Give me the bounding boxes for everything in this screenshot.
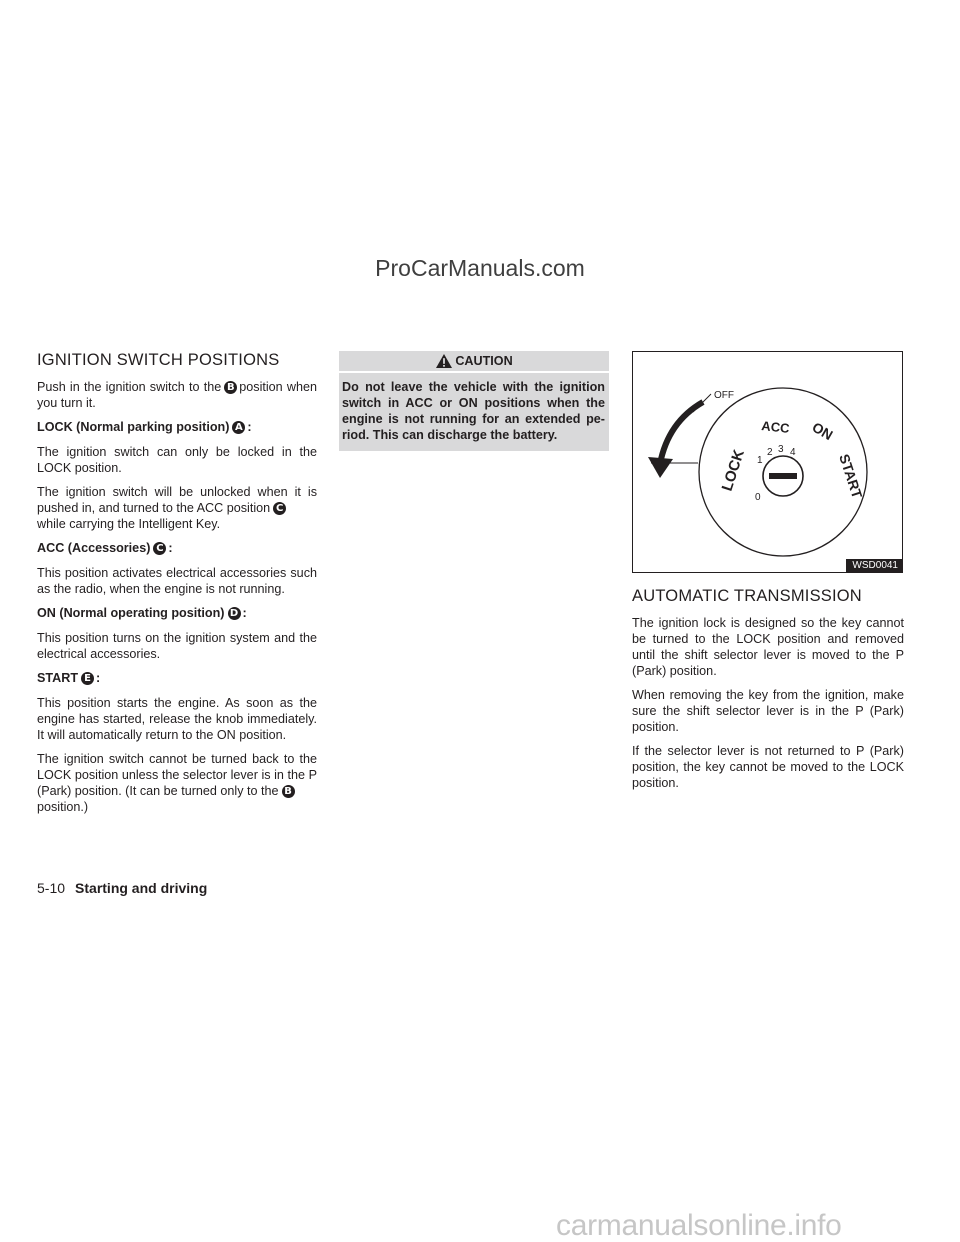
num-3-label: 3: [778, 444, 784, 455]
watermark-text: ProCarManuals.com: [375, 255, 585, 281]
intro-paragraph: Push in the ignition switch to the B position when you turn it.: [37, 380, 318, 410]
ref-b-marker: B: [224, 381, 237, 394]
ignition-diagram-illustration: [633, 352, 904, 574]
start-heading: START E :: [37, 671, 101, 685]
caution-label: CAUTION: [455, 354, 513, 368]
figure-code: WSD0041: [846, 559, 902, 572]
lock-paragraph-2: The ignition switch will be unlocked when it is pushed in, and turned to the ACC position C while carrying the Intelligent Key.: [37, 485, 317, 531]
transmission-paragraph-2: When removing the key from the ignition, make sure the shift selector lever is in the P (Park) position.: [632, 688, 904, 734]
ref-c-marker: C: [153, 542, 166, 555]
page-number: 5-10: [37, 880, 66, 896]
column-ignition-positions: [37, 351, 317, 823]
section-title-ignition: IGNITION SWITCH POSITIONS: [37, 351, 280, 369]
column-automatic-transmission: [632, 351, 904, 799]
bottom-watermark-text: carmanualsonline.info: [556, 1209, 842, 1242]
lock-label: LOCK: [718, 447, 748, 494]
section-name: Starting and driving: [75, 880, 208, 896]
num-4-label: 4: [790, 447, 796, 458]
caution-text: Do not leave the vehicle with the ignition switch in ACC or ON positions when the engine is not running for an extended pe-riod. This can discharge the battery.: [342, 380, 605, 442]
off-label: OFF: [714, 390, 734, 401]
acc-label: ACC: [760, 418, 791, 436]
key-slot: [769, 473, 797, 479]
start-paragraph: This position starts the engine. As soon as the engine has started, release the knob immediately. It will automatically return to the ON position.: [37, 696, 317, 742]
ref-e-marker: E: [81, 672, 94, 685]
num-2-label: 2: [767, 447, 773, 458]
transmission-paragraph-3: If the selector lever is not returned to P (Park) position, the key cannot be moved to the LOCK position.: [632, 744, 904, 790]
on-paragraph: This position turns on the ignition system and the electrical accessories.: [37, 631, 317, 661]
ref-a-marker: A: [232, 421, 245, 434]
warning-triangle-icon: [435, 353, 453, 369]
on-label: ON: [809, 418, 836, 444]
turn-arrow: [660, 402, 703, 464]
column-caution: [339, 351, 609, 451]
num-1-label: 1: [757, 455, 763, 466]
caution-box: [339, 351, 609, 451]
lock-heading: LOCK (Normal parking position) A :: [37, 420, 252, 434]
ignition-switch-figure: [632, 351, 903, 573]
transmission-paragraph-1: The ignition lock is designed so the key cannot be turned to the LOCK position and removed until the shift selector lever is moved to the P (Park) position.: [632, 616, 904, 678]
bottom-watermark: [550, 1205, 960, 1242]
caution-header: [339, 351, 609, 373]
section-title-automatic-transmission: AUTOMATIC TRANSMISSION: [632, 587, 862, 605]
ref-b-marker: B: [282, 785, 295, 798]
turn-arrow-head: [648, 457, 673, 478]
zero-label: 0: [755, 492, 761, 503]
page-footer: [37, 880, 207, 896]
on-heading: ON (Normal operating position) D :: [37, 606, 247, 620]
lock-paragraph-1: The ignition switch can only be locked in the LOCK position.: [37, 445, 317, 475]
lock-restriction-paragraph: The ignition switch cannot be turned back to the LOCK position unless the selector lever is in the P (Park) position. (It can be turned only to the B position.): [37, 752, 317, 814]
acc-paragraph: This position activates electrical accessories such as the radio, when the engine is not running.: [37, 566, 317, 596]
ref-d-marker: D: [228, 607, 241, 620]
ref-c-marker: C: [273, 502, 286, 515]
acc-heading: ACC (Accessories) C :: [37, 541, 173, 555]
start-label: START: [836, 451, 866, 501]
